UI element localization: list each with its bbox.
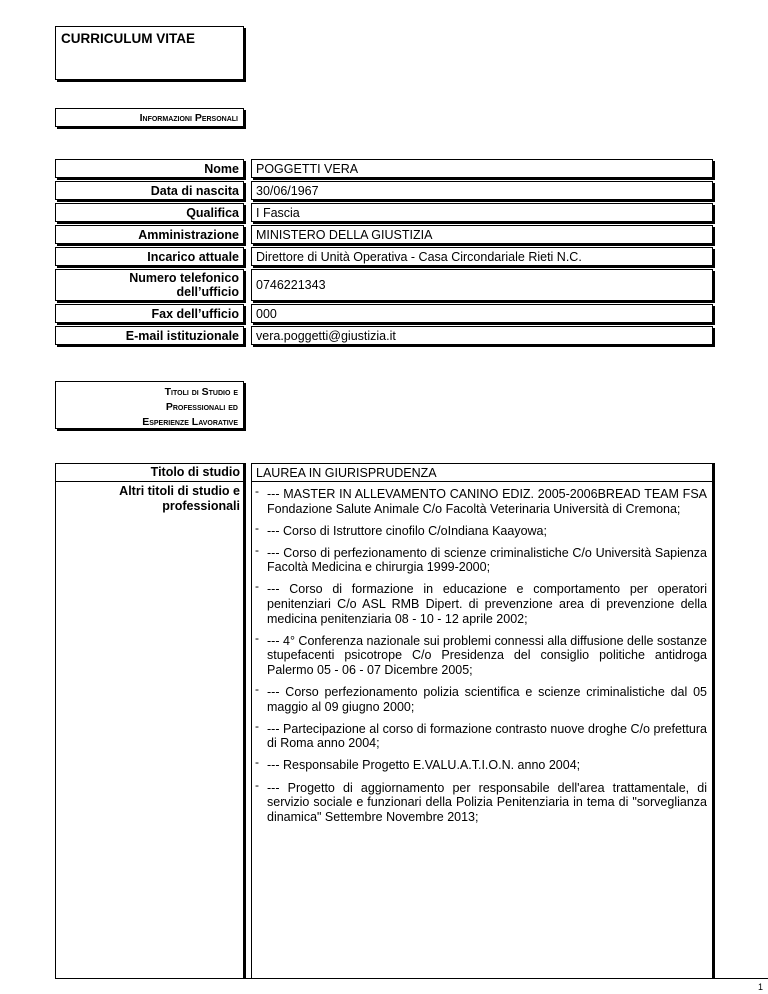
label-amministrazione: Amministrazione [55, 225, 244, 244]
value-incarico: Direttore di Unità Operativa - Casa Circondariale Rieti N.C. [251, 247, 713, 266]
list-item-text: --- Corso perfezionamento polizia scientifica e scienze criminalistiche dal 05 maggio al 09 giugno 2000; [267, 685, 707, 714]
footer-divider [55, 978, 768, 979]
list-item [255, 777, 707, 825]
section-title-studies-line2: Professionali ed [165, 401, 238, 413]
list-item [255, 579, 707, 626]
list-item-text: --- Responsabile Progetto E.VALU.A.T.I.O.N. anno 2004; [267, 758, 581, 773]
list-item [255, 755, 707, 773]
label-altri-titoli-line2: professionali [162, 499, 240, 513]
list-item-text: --- Corso di formazione in educazione e comportamento per operatori penitenziari C/o ASL RMB Dipert. di prevenzione area di prevenzione della medicina penitenziaria 08 - 10 - 12 aprile 2002; [267, 582, 707, 626]
label-fax: Fax dell’ufficio [55, 304, 244, 323]
value-telefono: 0746221343 [251, 269, 713, 301]
list-item [255, 718, 707, 751]
bullet-dash: - [255, 484, 259, 498]
list-item [255, 484, 707, 516]
section-header-personal [55, 108, 244, 127]
studies-label-column [55, 463, 244, 978]
bullet-dash: - [255, 777, 259, 792]
row-divider [55, 481, 244, 482]
bullet-dash: - [255, 542, 259, 557]
altri-titoli-list [255, 484, 707, 832]
list-item [255, 630, 707, 678]
section-title-studies [142, 385, 238, 430]
label-email: E-mail istituzionale [55, 326, 244, 345]
value-nome: POGGETTI VERA [251, 159, 713, 178]
list-item-text: --- MASTER IN ALLEVAMENTO CANINO EDIZ. 2005-2006BREAD TEAM FSA Fondazione Salute Animale C/o Facoltà Veterinaria Università di Cremona; [267, 487, 707, 516]
list-item-text: --- 4° Conferenza nazionale sui problemi connessi alla diffusione delle sostanze stupefacenti psicotrope C/o Presidenza del consiglio politiche antidroga Palermo 05 - 06 - 07 Dicembre 2005; [267, 633, 707, 677]
cv-title-box [55, 26, 244, 80]
value-amministrazione: MINISTERO DELLA GIUSTIZIA [251, 225, 713, 244]
value-titolo-studio: LAUREA IN GIURISPRUDENZA [256, 466, 437, 480]
value-data-nascita: 30/06/1967 [251, 181, 713, 200]
page-title: CURRICULUM VITAE [61, 31, 195, 46]
list-item-text: --- Corso di Istruttore cinofilo C/oIndiana Kaayowa; [267, 523, 547, 538]
label-titolo-studio: Titolo di studio [150, 465, 240, 479]
list-item-text: --- Partecipazione al corso di formazione contrasto nuove droghe C/o prefettura di Roma anno 2004; [267, 721, 707, 751]
bullet-dash: - [255, 520, 259, 535]
bullet-dash: - [255, 718, 259, 733]
list-item [255, 520, 707, 539]
label-altri-titoli-line1: Altri titoli di studio e [119, 484, 240, 498]
section-title-personal: Informazioni Personali [139, 112, 238, 124]
bullet-dash: - [255, 630, 259, 645]
section-title-studies-line3: Esperienze Lavorative [142, 416, 238, 428]
bullet-dash: - [255, 755, 259, 770]
page-number: 1 [757, 982, 763, 992]
value-fax: 000 [251, 304, 713, 323]
label-telefono [55, 269, 244, 301]
list-item [255, 542, 707, 575]
label-data-nascita: Data di nascita [55, 181, 244, 200]
label-telefono-line2: dell’ufficio [176, 285, 239, 299]
list-item [255, 682, 707, 714]
section-title-studies-line1: Titoli di Studio e [164, 386, 238, 398]
label-nome: Nome [55, 159, 244, 178]
list-item-text: --- Corso di perfezionamento di scienze criminalistiche C/o Università Sapienza Facoltà Medicina e chirurgia 1999-2000; [267, 545, 707, 575]
label-incarico: Incarico attuale [55, 247, 244, 266]
value-email: vera.poggetti@giustizia.it [251, 326, 713, 345]
section-header-studies [55, 381, 244, 429]
label-telefono-line1: Numero telefonico [129, 271, 239, 285]
value-qualifica: I Fascia [251, 203, 713, 222]
list-item-text: --- Progetto di aggiornamento per responsabile dell'area trattamentale, di servizio sociale e funzionari della Polizia Penitenziaria in tema di "sorveglianza dinamica" Settembre Novembre 2013; [267, 780, 707, 824]
row-divider [251, 481, 713, 482]
label-qualifica: Qualifica [55, 203, 244, 222]
bullet-dash: - [255, 579, 259, 594]
bullet-dash: - [255, 682, 259, 697]
label-altri-titoli [119, 484, 240, 514]
